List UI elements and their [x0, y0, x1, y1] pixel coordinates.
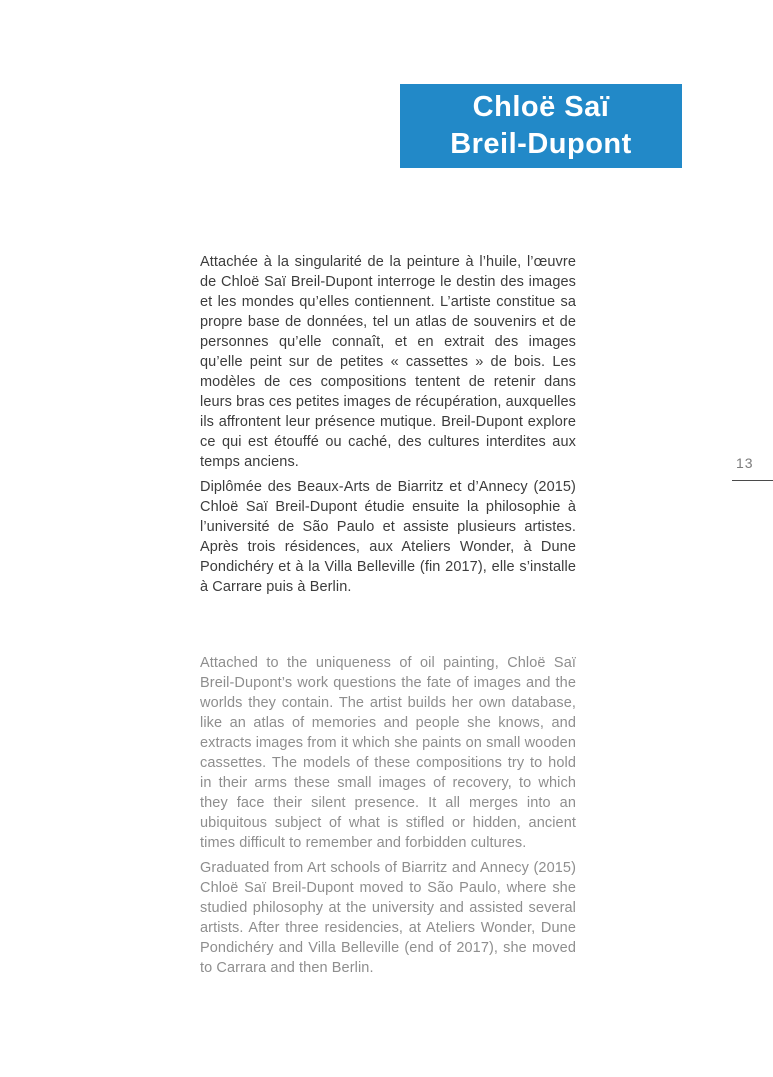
page-number: 13 — [736, 455, 754, 471]
french-bio-block — [200, 252, 576, 597]
artist-name-line-2: Breil-Dupont — [450, 128, 632, 160]
page-number-folio — [732, 455, 773, 481]
french-bio-paragraph-2: Diplômée des Beaux-Arts de Biarritz et d’Annecy (2015) Chloë Saï Breil-Dupont étudie ensuite la philosophie à l’université de São Paulo et assiste plusieurs artistes. Après trois résidences, aux Ateliers Wonder, à Dune Pondichéry et à la Villa Belleville (fin 2017), elle s’installe à Carrare puis à Berlin. — [200, 479, 576, 595]
artist-name-banner — [400, 84, 682, 168]
bio-text-column — [200, 252, 576, 978]
french-bio-paragraph-1: Attachée à la singularité de la peinture à l’huile, l’œuvre de Chloë Saï Breil-Dupont interroge le destin des images et les mondes qu’elles contiennent. L’artiste constitue sa propre base de données, tel un atlas de souvenirs et de personnes qu’elle connaît, et en extrait des images qu’elle peint sur de petites « cassettes » de bois. Les modèles de ces compositions tentent de retenir dans leurs bras ces petites images de récupération, auxquelles ils affrontent leur présence mutique. Breil-Dupont explore ce qui est étouffé ou caché, des cultures interdites aux temps anciens. — [200, 254, 576, 470]
english-bio-paragraph-2: Graduated from Art schools of Biarritz and Annecy (2015) Chloë Saï Breil-Dupont moved to São Paulo, where she studied philosophy at the university and assisted several artists. After three residencies, at Ateliers Wonder, Dune Pondichéry and Villa Belleville (end of 2017), she moved to Carrara and then Berlin. — [200, 860, 576, 976]
english-bio-block — [200, 653, 576, 978]
artist-name-line-1: Chloë Saï — [472, 91, 610, 123]
english-bio-paragraph-1: Attached to the uniqueness of oil painting, Chloë Saï Breil-Dupont’s work questions the fate of images and the worlds they contain. The artist builds her own database, like an atlas of memories and people she knows, and extracts images from it which she paints on small wooden cassettes. The models of these compositions try to hold in their arms these small images of recovery, to which they face their silent presence. It all merges into an ubiquitous subject of what is stifled or hidden, ancient times difficult to remember and forbidden cultures. — [200, 655, 576, 851]
